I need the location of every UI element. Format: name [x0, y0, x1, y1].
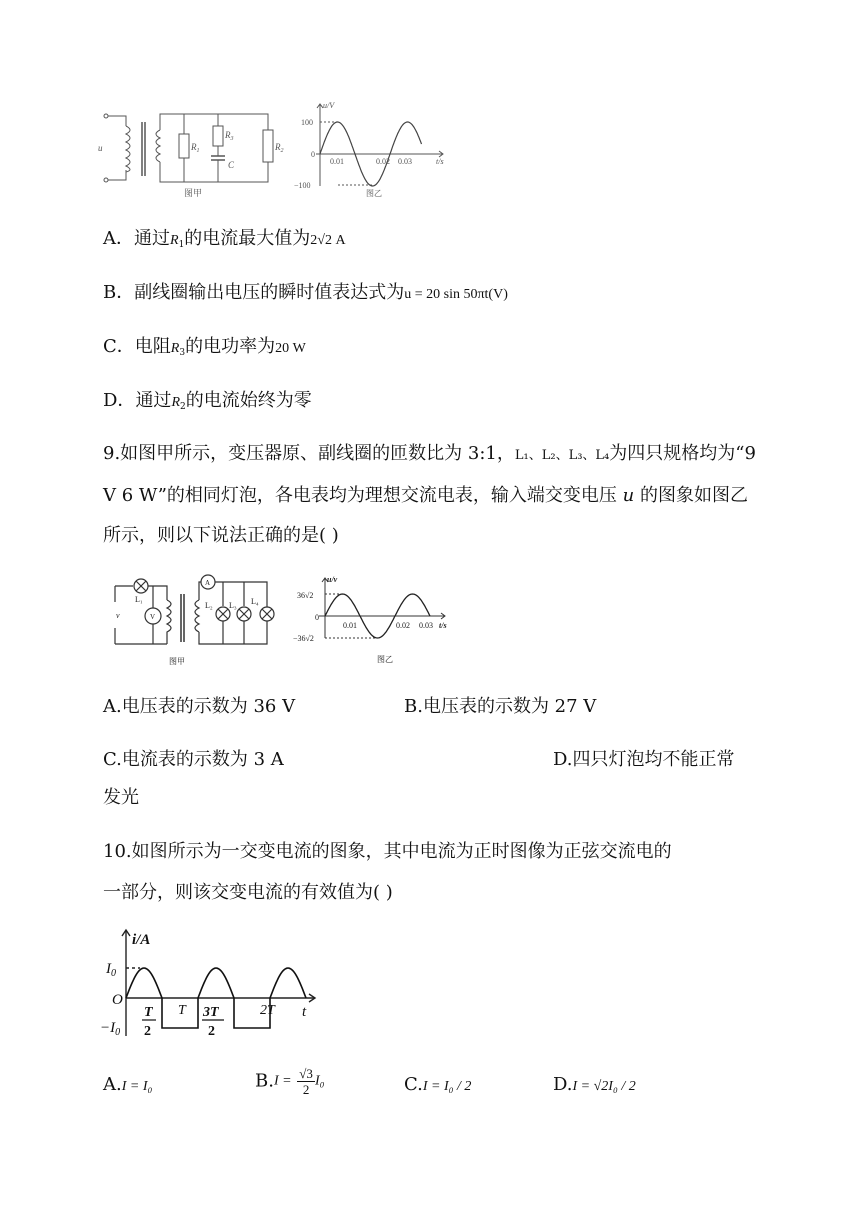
q8-u-label: u	[98, 143, 103, 153]
q10-i0-label: $I_0$	[106, 961, 116, 979]
q9-y-axis-label: u/v	[327, 575, 338, 584]
q8-origin: 0	[311, 150, 315, 159]
q9-option-c[interactable]: C.电流表的示数为 3 A	[103, 749, 284, 770]
q8-t3: 0.03	[398, 157, 412, 166]
q9-circuit	[115, 575, 274, 644]
q9-graph-caption: 图乙	[377, 655, 393, 664]
q10-t-full: T	[178, 1003, 186, 1018]
q8-option-b[interactable]: B．副线圈输出电压的瞬时值表达式为u = 20 sin 50πt(V)	[103, 282, 508, 303]
primary-coil	[126, 126, 130, 172]
q10-option-b-fraction: $\frac{√3}{2}$	[299, 1066, 313, 1097]
q10-figure	[100, 924, 330, 1042]
r3-resistor	[213, 126, 223, 146]
q9-l1-label: L₁	[135, 595, 143, 604]
r1-resistor	[179, 134, 189, 158]
q10-neg-i0-label: $-I_0$	[100, 1020, 121, 1038]
q9-y-bottom: −36√2	[293, 634, 314, 643]
q9-option-b[interactable]: B.电压表的示数为 27 V	[404, 696, 597, 717]
q8-circuit-caption: 图甲	[184, 188, 203, 198]
q9-figure	[105, 572, 465, 672]
secondary-coil	[156, 130, 160, 162]
q9-t1: 0.01	[343, 621, 357, 630]
q9-l4-label: L₄	[251, 597, 259, 606]
q10-stem-line1: 10.如图所示为一交变电流的图象，其中电流为正时图像为正弦交流电的	[103, 841, 672, 862]
q10-figure-svg	[100, 924, 330, 1042]
q8-c-label: C	[228, 160, 235, 170]
q8-option-a[interactable]: A．通过$R_1$的电流最大值为2√2 A	[103, 228, 346, 250]
q10-origin: O	[112, 992, 123, 1008]
q8-graph-caption: 图乙	[366, 189, 382, 198]
q8-r1-label: $R_1$	[191, 142, 200, 154]
q9-option-d-continued: 发光	[103, 787, 139, 808]
q9-origin: 0	[315, 613, 319, 622]
q9-l2-label: L₂	[205, 601, 213, 610]
terminal-bottom	[104, 178, 108, 182]
q10-option-c[interactable]: C.I = I₀ / 2	[404, 1074, 472, 1095]
r2-resistor	[263, 130, 273, 162]
q10-t-half-num: T	[144, 1005, 153, 1020]
q8-graph	[316, 104, 443, 186]
q9-v-label: v	[116, 611, 120, 620]
q8-t2: 0.02	[376, 157, 390, 166]
q8-y-axis-label: u/V	[323, 101, 335, 110]
q10-option-a[interactable]: A.I = I₀	[103, 1074, 153, 1095]
q10-t-3half-den: 2	[208, 1024, 215, 1039]
q9-lamps: L₁、L₂、L₃、L₄	[514, 448, 610, 463]
q8-y-top: 100	[301, 118, 313, 127]
q9-t3: 0.03	[419, 621, 433, 630]
q10-y-axis-label: i/A	[132, 932, 151, 948]
q8-circuit	[104, 114, 273, 182]
q8-t1: 0.01	[330, 157, 344, 166]
q9-option-a[interactable]: A.电压表的示数为 36 V	[103, 696, 296, 717]
q8-figure-svg	[98, 96, 458, 206]
q8-r2-label: $R_2$	[275, 142, 284, 154]
q9-option-d[interactable]: D.四只灯泡均不能正常	[553, 749, 735, 770]
q9-l3-label: L₃	[229, 601, 237, 610]
q10-stem-line2: 一部分，则该交变电流的有效值为( )	[103, 882, 393, 903]
q9-figure-svg	[105, 572, 465, 672]
q8-option-c[interactable]: C．电阻$R_3$的电功率为20 W	[103, 336, 306, 358]
q8-figure	[98, 96, 458, 206]
q8-option-d[interactable]: D．通过$R_2$的电流始终为零	[103, 390, 312, 412]
q10-x-axis-label: t	[302, 1004, 307, 1020]
q9-meter-a: A	[205, 579, 211, 587]
q9-meter-v: V	[150, 613, 156, 621]
q9-x-axis-label: t/s	[439, 621, 447, 630]
q9-circuit-caption: 图甲	[169, 657, 185, 666]
q9-t2: 0.02	[396, 621, 410, 630]
q8-r3-label: $R_3$	[225, 130, 234, 142]
q10-t-3half-num: 3T	[203, 1005, 219, 1020]
terminal-top	[104, 114, 108, 118]
q10-option-d[interactable]: D.I = √2I₀ / 2	[553, 1074, 636, 1095]
q10-option-b[interactable]: B.I = $\frac{√3}{2}$ I₀	[255, 1066, 325, 1097]
q9-y-top: 36√2	[297, 591, 314, 600]
q8-x-axis-label: t/s	[436, 157, 444, 166]
q10-t-half-den: 2	[144, 1024, 151, 1039]
q10-t-2: 2T	[260, 1003, 275, 1018]
q9-stem: 9.如图甲所示，变压器原、副线圈的匝数比为 3:1，L₁、L₂、L₃、L₄为四只规格均为“9 V 6 W”的相同灯泡，各电表均为理想交流电表，输入端交变电压 u 的图象如图乙所示，则以下说法正确的是( )	[103, 443, 756, 546]
q8-y-bottom: −100	[294, 181, 311, 190]
